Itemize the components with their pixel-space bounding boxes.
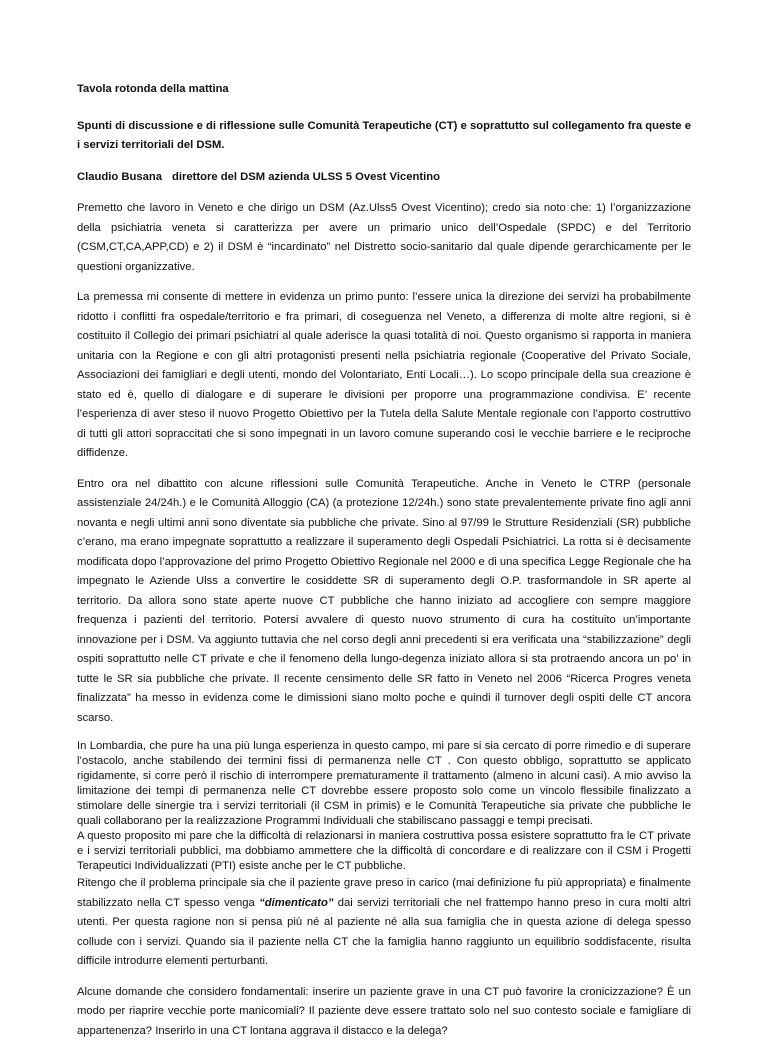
- paragraph-3: Entro ora nel dibattito con alcune riflessioni sulle Comunità Terapeutiche. Anche in Veneto le CTRP (personale assistenziale 24/24h.) e le Comunità Alloggio (CA) (a protezione 12/24h.) sono state prevalentemente private fino agli anni novanta e negli ultimi anni sono diventate sia pubbliche che private. Sino al 97/99 le Strutture Residenziali (SR) pubbliche c’erano, ma erano impegnate soprattutto a realizzare il superamento degli Ospedali Psichiatrici. La rotta si è decisamente modificata dopo l’approvazione del primo Progetto Obiettivo Regionale nel 2000 e di una specifica Legge Regionale che ha impegnato le Aziende Ulss a convertire le cosiddette SR di superamento degli O.P. trasformandole in SR aperte al territorio. Da allora sono state aperte nuove CT pubbliche che hanno iniziato ad accogliere con sempre maggiore frequenza i pazienti del territorio. Potersi avvalere di questo nuovo strumento di cura ha costituito un’importante innovazione per i DSM. Va aggiunto tuttavia che nel corso degli anni precedenti si era verificata una “stabilizzazione” degli ospiti soprattutto nelle CT private e che il fenomeno della lungo-degenza iniziato allora si sta protraendo ancora un po’ in tutte le SR sia pubbliche che private. Il recente censimento delle SR fatto in Veneto nel 2006 “Ricerca Progres veneta finalizzata” ha messo in evidenza come le dimissioni siano molto poche e quindi il turnover degli ospiti delle CT ancora scarso.: [77, 477, 691, 724]
- author-line: [77, 168, 691, 188]
- author-name: Claudio Busana: [77, 170, 163, 183]
- document-subtitle: Spunti di discussione e di riflessione sulle Comunità Terapeutiche (CT) e soprattutto sul collegamento fra queste e i servizi territoriali del DSM.: [77, 119, 691, 151]
- emphasis-dimenticato: “dimenticato”: [259, 896, 334, 909]
- paragraph-1: Premetto che lavoro in Veneto e che dirigo un DSM (Az.Ulss5 Ovest Vicentino); credo sia noto che: 1) l’organizzazione della psichiatria veneta si caratterizza per avere un primario unico dell’Ospedale (SPDC) e del Territorio (CSM,CT,CA,APP,CD) e 2) il DSM è “incardinato” nel Distretto socio-sanitario dal quale dipende gerarchicamente per le questioni organizzative.: [77, 202, 691, 273]
- document-body: [77, 80, 691, 1052]
- author-role: direttore del DSM azienda ULSS 5 Ovest Vicentino: [172, 170, 440, 183]
- paragraph-2: La premessa mi consente di mettere in evidenza un primo punto: l’essere unica la direzione dei servizi ha probabilmente ridotto i conflitti fra ospedale/territorio e fra primari, di coseguenza nel Veneto, a differenza di molte altre regioni, si è costituito il Collegio dei primari psichiatri al quale aderisce la quasi totalità di noi. Questo organismo si rapporta in maniera unitaria con la Regione e con gli altri protagonisti presenti nella psichiatria regionale (Cooperative del Privato Sociale, Associazioni dei famigliari e degli utenti, mondo del Volontariato, Enti Locali…). Lo scopo principale della sua creazione è stato ed è, quello di dialogare e di superare le divisioni per proporre una programmazione condivisa. E’ recente l’esperienza di aver steso il nuovo Progetto Obiettivo per la Tutela della Salute Mentale regionale con l’apporto costruttivo di tutti gli attori sopraccitati che si sono impegnati in un lavoro comune superando così le vecchie barriere e le reciproche diffidenze.: [77, 291, 691, 459]
- paragraph-6-part-1: Ritengo che il problema principale sia che il paziente grave preso in carico (mai definizione fu più appropriata) e finalmente stabilizzato nella CT spesso venga: [77, 877, 691, 909]
- paragraph-4: In Lombardia, che pure ha una più lunga esperienza in questo campo, mi pare si sia cercato di porre rimedio e di superare l’ostacolo, anche stabilendo dei termini fissi di permanenza nelle CT . Con questo obbligo, soprattutto se applicato rigidamente, si corre però il rischio di interrompere prematuramente il trattamento (almeno in alcuni casi). A mio avviso la limitazione dei tempi di permanenza nelle CT dovrebbe essere proposto solo come un vincolo flessibile finalizzato a stimolare delle sinergie tra i servizi territoriali (il CSM in primis) e le Comunità Terapeutiche sia private che pubbliche le quali collaborano per la realizzazione Programmi Individuali che stabiliscano passaggi e tempi precisati.: [77, 740, 691, 827]
- paragraph-6-part-2: dai servizi territoriali che nel frattempo hanno preso in cura molti altri utenti. Per questa ragione non si pensa più né al paziente né alla sua famiglia che in questa azione di delega spesso collude con i servizi. Quando sia il paziente nella CT che la famiglia hanno raggiunto un equilibrio soddisfacente, risulta difficile introdurre elementi perturbanti.: [77, 896, 691, 967]
- document-title: Tavola rotonda della mattina: [77, 83, 229, 95]
- paragraph-7: Alcune domande che considero fondamentali: inserire un paziente grave in una CT può favorire la cronicizzazione? È un modo per riaprire vecchie porte manicomiali? Il paziente deve essere trattato solo nel suo contesto sociale e famigliare di appartenenza? Inserirlo in una CT lontana aggrava il distacco e la delega?: [77, 985, 691, 1037]
- paragraph-6: [77, 874, 691, 972]
- paragraph-5: A questo proposito mi pare che la difficoltà di relazionarsi in maniera costruttiva possa esistere soprattutto fra le CT private e i servizi territoriali pubblici, ma dobbiamo ammettere che la difficoltà di concordare e di realizzare con il CSM i Progetti Terapeutici Individualizzati (PTI) esiste anche per le CT pubbliche.: [77, 830, 691, 872]
